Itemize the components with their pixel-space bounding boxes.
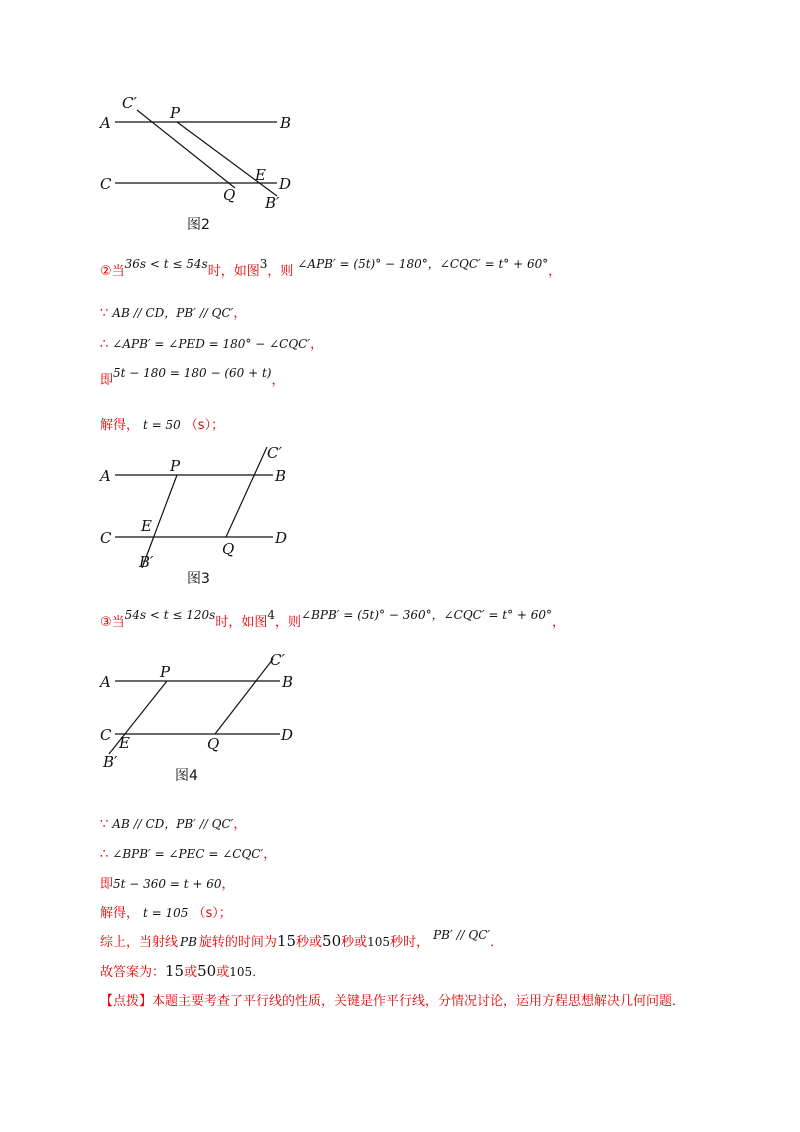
text: 旋转的时间为	[198, 935, 277, 950]
text: ，	[233, 817, 247, 832]
label-d: D	[275, 529, 288, 547]
formula: 4	[267, 608, 275, 622]
text: 时，如图	[207, 264, 260, 279]
line-qc	[226, 447, 267, 537]
label-p: P	[170, 457, 181, 475]
summary-line2	[100, 962, 265, 982]
formula: PB′ // QC′	[433, 928, 491, 942]
formula: 5t − 180 = 180 − (60 + t)	[113, 366, 272, 380]
label-b: B	[280, 114, 292, 132]
formula: t = 105	[143, 906, 189, 920]
case2-line1	[100, 257, 562, 281]
formula: PB	[180, 935, 197, 949]
label-c-prime: C′	[270, 651, 285, 669]
figure-2	[95, 92, 315, 242]
formula: 5t − 360 = t + 60	[113, 877, 222, 891]
text: 或	[184, 965, 198, 980]
label-b-prime: B′	[139, 553, 154, 571]
summary-line1	[100, 928, 504, 952]
text: ，	[221, 877, 235, 892]
text: ，则	[275, 615, 302, 630]
number: 15	[165, 962, 185, 980]
text: ，	[263, 847, 277, 862]
number: 105	[367, 935, 391, 949]
formula: AB // CD，PB′ // QC′	[112, 817, 234, 831]
label-c-prime: C′	[122, 94, 137, 112]
therefore-symbol: ∴	[100, 337, 109, 352]
case3-line4	[100, 875, 235, 894]
label-b: B	[282, 673, 294, 691]
text: 综上，当射线	[100, 935, 179, 950]
text: ，	[271, 373, 285, 388]
text: 或	[216, 965, 230, 980]
figure-caption: 图2	[187, 217, 210, 233]
text: ，	[233, 306, 247, 321]
figure-3	[95, 442, 315, 592]
case3-line3	[100, 845, 276, 864]
formula: 3	[259, 257, 268, 271]
text: 时，如图	[215, 615, 268, 630]
case2-line5	[100, 416, 224, 435]
number: 105	[229, 965, 253, 979]
formula: ∠BPB′ = ∠PEC = ∠CQC′	[112, 847, 264, 861]
label-e: E	[141, 517, 152, 535]
formula: ∠APB′ = ∠PED = 180° − ∠CQC′	[112, 337, 311, 351]
text: 解得，	[100, 906, 140, 921]
therefore-symbol: ∴	[100, 847, 109, 862]
number: 50	[322, 932, 342, 950]
text: ．	[252, 965, 266, 980]
number: 50	[197, 962, 217, 980]
line-qc	[215, 659, 273, 734]
text: 故答案为：	[100, 965, 166, 980]
text: ②当	[100, 264, 125, 279]
text: ，	[548, 264, 562, 279]
label-e: E	[255, 166, 266, 184]
case3-line5	[100, 904, 232, 923]
text: ，则	[267, 264, 294, 279]
formula: 36s < t ≤ 54s	[124, 257, 208, 271]
label-b-prime: B′	[103, 753, 118, 771]
number: 15	[276, 932, 297, 950]
figure-3-svg	[95, 442, 315, 592]
label-a: A	[100, 673, 111, 691]
label-c: C	[100, 726, 112, 744]
label-b-prime: B′	[265, 194, 280, 212]
text: 即	[100, 877, 114, 892]
text: 秒或	[341, 935, 368, 950]
figure-caption: 图4	[175, 768, 198, 784]
label-c-prime: C′	[267, 444, 282, 462]
text: ，	[552, 615, 566, 630]
figure-4-svg	[95, 650, 315, 790]
because-symbol: ∵	[100, 306, 109, 321]
because-symbol: ∵	[100, 817, 109, 832]
case3-line1	[100, 608, 566, 632]
figure-4	[95, 650, 315, 790]
label-p: P	[170, 104, 181, 122]
tip-line: 【点拨】本题主要考查了平行线的性质，关键是作平行线，分情况讨论，运用方程思想解决几何问题．	[100, 994, 686, 1009]
label-a: A	[100, 467, 111, 485]
line-pb	[109, 681, 167, 754]
label-q: Q	[222, 540, 235, 558]
label-q: Q	[223, 186, 236, 204]
label-d: D	[281, 726, 294, 744]
case3-line2	[100, 815, 246, 834]
text: 秒或	[296, 935, 323, 950]
text: ③当	[100, 615, 125, 630]
formula: ∠BPB′ = (5t)° − 360°，∠CQC′ = t° + 60°	[301, 608, 553, 622]
formula: t = 50	[143, 418, 181, 432]
label-p: P	[160, 663, 171, 681]
text: ，	[310, 337, 324, 352]
label-e: E	[119, 734, 130, 752]
text: （s）；	[184, 418, 225, 433]
figure-2-svg	[95, 92, 315, 242]
case2-line3	[100, 335, 323, 354]
text: （s）；	[192, 906, 232, 921]
text: 解得，	[100, 418, 140, 433]
label-c: C	[100, 529, 112, 547]
figure-caption: 图3	[187, 571, 210, 587]
label-q: Q	[207, 735, 220, 753]
text: ．	[490, 935, 504, 950]
label-a: A	[100, 114, 111, 132]
case2-line4	[100, 366, 285, 390]
line-pb	[177, 122, 277, 196]
case2-line2	[100, 304, 246, 323]
label-d: D	[279, 175, 292, 193]
formula: ∠APB′ = (5t)° − 180°，∠CQC′ = t° + 60°	[297, 257, 549, 271]
label-c: C	[100, 175, 112, 193]
text: 即	[100, 373, 114, 388]
text: 秒时，	[390, 935, 430, 950]
formula: 54s < t ≤ 120s	[124, 608, 216, 622]
label-b: B	[275, 467, 287, 485]
formula: AB // CD，PB′ // QC′	[112, 306, 234, 320]
